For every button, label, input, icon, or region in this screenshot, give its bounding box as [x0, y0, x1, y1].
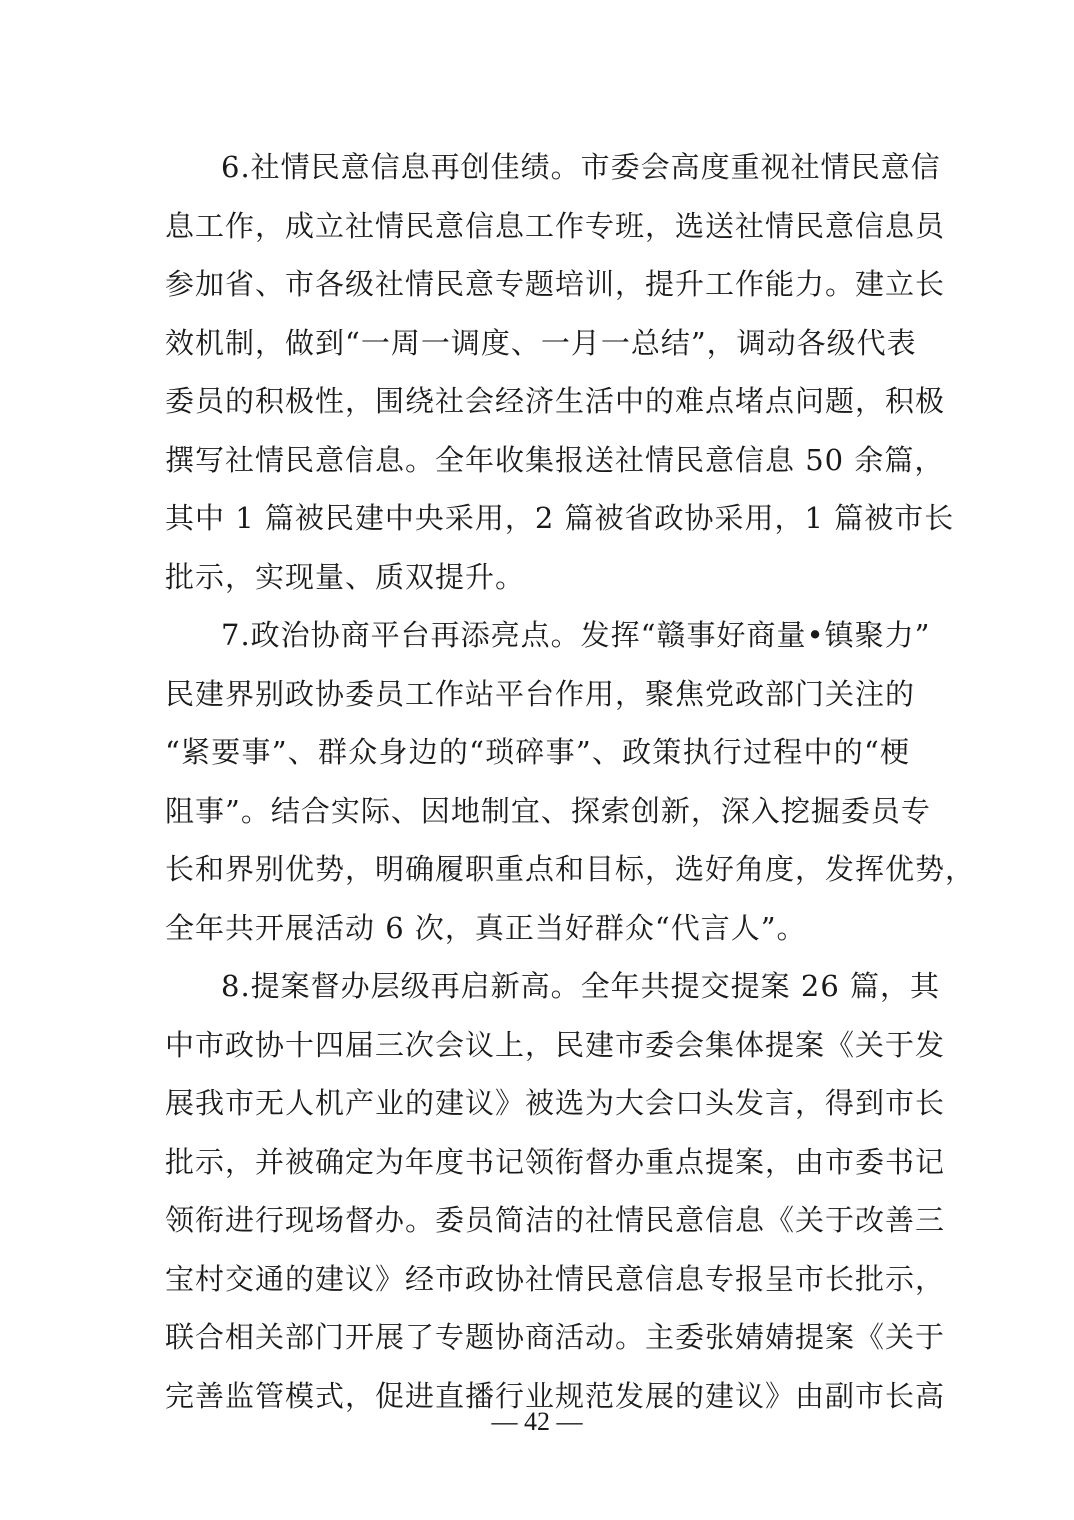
text-line: 批示，并被确定为年度书记领衔督办重点提案，由市委书记	[165, 1144, 946, 1179]
text-line: 7.政治协商平台再添亮点。发挥“赣事好商量•镇聚力”	[221, 618, 931, 652]
text-line: 批示，实现量、质双提升。	[165, 559, 526, 594]
text-line: 阻事”。结合实际、因地制宜、探索创新，深入挖掘委员专	[165, 793, 931, 828]
text-line: 展我市无人机产业的建议》被选为大会口头发言，得到市长	[165, 1086, 946, 1120]
text-line: 撰写社情民意信息。全年收集报送社情民意信息 50 余篇，	[165, 442, 945, 477]
text-line: 民建界别政协委员工作站平台作用，聚焦党政部门关注的	[165, 676, 916, 711]
text-line: 8.提案督办层级再启新高。全年共提交提案 26 篇，其	[221, 969, 941, 1003]
text-line: 效机制，做到“一周一调度、一月一总结”，调动各级代表	[165, 325, 917, 360]
paragraph-proposal-supervision	[165, 957, 946, 1425]
paragraph-social-info	[165, 138, 955, 606]
text-line: 完善监管模式，促进直播行业规范发展的建议》由副市长高	[165, 1378, 946, 1413]
document-body	[165, 138, 976, 1425]
page-number: — 42 —	[491, 1407, 583, 1436]
text-line: 长和界别优势，明确履职重点和目标，选好角度，发挥优势，	[165, 852, 976, 886]
text-line: 6.社情民意信息再创佳绩。市委会高度重视社情民意信	[221, 150, 941, 184]
text-line: 中市政协十四届三次会议上，民建市委会集体提案《关于发	[165, 1027, 946, 1062]
text-line: 息工作，成立社情民意信息工作专班，选送社情民意信息员	[165, 208, 946, 243]
text-line: “紧要事”、群众身边的“琐碎事”、政策执行过程中的“梗	[165, 735, 910, 769]
text-line: 联合相关部门开展了专题协商活动。主委张婧婧提案《关于	[165, 1320, 946, 1354]
paragraph-consultation-platform	[165, 606, 976, 957]
text-line: 全年共开展活动 6 次，真正当好群众“代言人”。	[165, 910, 807, 945]
text-line: 其中 1 篇被民建中央采用，2 篇被省政协采用，1 篇被市长	[165, 501, 955, 535]
text-line: 委员的积极性，围绕社会经济生活中的难点堵点问题，积极	[165, 384, 946, 418]
text-line: 宝村交通的建议》经市政协社情民意信息专报呈市长批示，	[165, 1261, 946, 1296]
text-line: 领衔进行现场督办。委员简洁的社情民意信息《关于改善三	[165, 1203, 946, 1237]
text-line: 参加省、市各级社情民意专题培训，提升工作能力。建立长	[165, 267, 946, 301]
